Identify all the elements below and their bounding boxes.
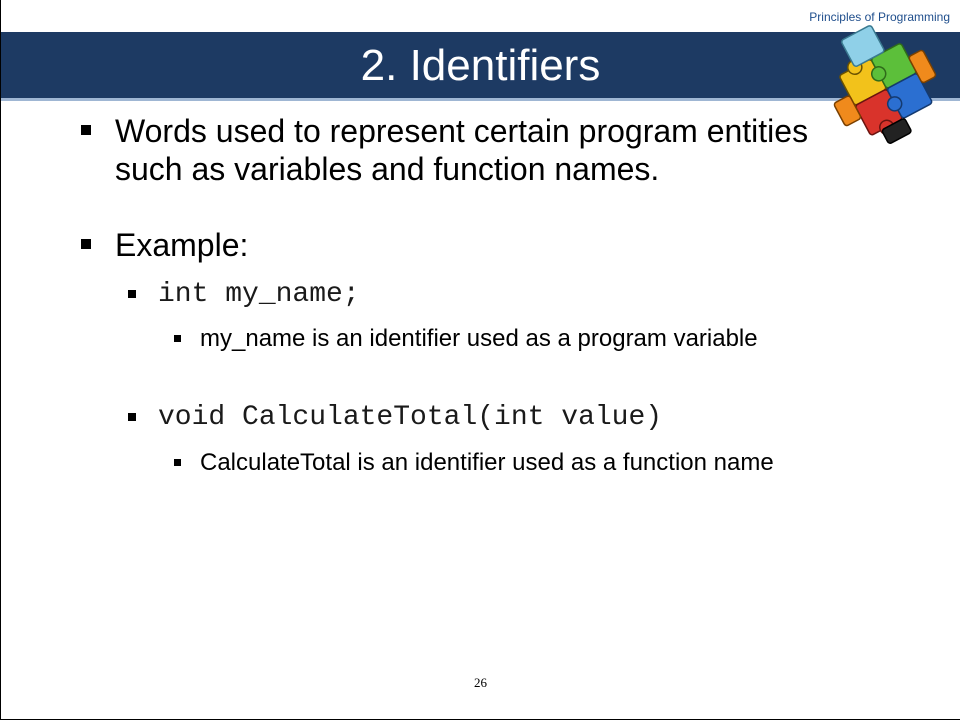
square-bullet-icon	[81, 112, 91, 135]
square-bullet-icon	[128, 403, 136, 421]
course-label: Principles of Programming	[809, 10, 950, 24]
square-bullet-icon	[174, 322, 181, 342]
square-bullet-icon	[174, 446, 181, 466]
bullet-definition-text: Words used to represent certain program entities such as variables and function names.	[115, 113, 809, 187]
note-function-text: CalculateTotal is an identifier used as a function name	[200, 449, 774, 476]
slide-title: 2. Identifiers	[360, 41, 601, 90]
bullet-example-text: Example:	[115, 227, 249, 263]
code-text-function: void CalculateTotal(int value)	[158, 402, 663, 433]
square-bullet-icon	[81, 226, 91, 249]
puzzle-pieces-icon	[820, 22, 938, 148]
note-variable-text: my_name is an identifier used as a program variable	[200, 325, 758, 352]
square-bullet-icon	[128, 280, 136, 298]
page-number: 26	[474, 675, 487, 690]
code-text-variable: int my_name;	[158, 279, 360, 310]
